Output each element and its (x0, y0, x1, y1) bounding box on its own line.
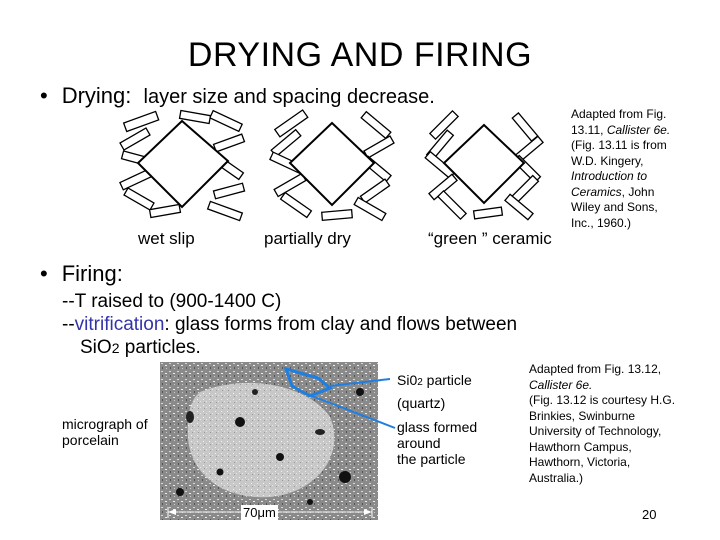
firing-dash: -- (62, 314, 75, 335)
slide-title: DRYING AND FIRING (187, 36, 533, 74)
citation-line: Adapted from Fig. (571, 107, 667, 121)
quartz-arrow (330, 379, 390, 386)
citation-book: Callister 6e. (529, 377, 593, 392)
citation-line: Wiley and Sons, (571, 200, 658, 214)
glass-label-line: glass formed (397, 419, 478, 435)
firing-line-3-text: particles. (119, 337, 201, 358)
citation-line: University of Technology, (529, 424, 662, 438)
glass-label-line: around (397, 435, 441, 451)
glass-arrow (312, 396, 395, 428)
quartz-outline (286, 369, 330, 396)
citation-line: Inc., 1960.) (571, 215, 632, 230)
sio2-o: O (96, 337, 112, 358)
sio2-si: Si (80, 337, 97, 358)
citation-line: Brinkies, Swinburne (529, 408, 636, 423)
caption-wet-slip: wet slip (138, 229, 195, 248)
caption-green-ceramic: “green ” ceramic (428, 229, 552, 248)
micrograph-label-line: porcelain (62, 432, 119, 448)
firing-label: Firing: (61, 261, 123, 286)
citation-line: (Fig. 13.11 is from (571, 138, 667, 152)
sio2-subscript: 2 (111, 340, 120, 356)
drying-text: layer size and spacing decrease. (143, 86, 435, 108)
citation-book: Ceramics (571, 184, 622, 199)
citation-line: (Fig. 13.12 is courtesy H.G. (529, 393, 676, 407)
citation-book: Introduction to (571, 169, 648, 183)
drying-label: Drying: (61, 83, 132, 108)
bullet-icon: • (40, 261, 48, 286)
citation-line: Australia.) (529, 470, 584, 485)
citation-text: , John (621, 184, 655, 199)
firing-source-citation (529, 362, 714, 486)
caption-partially-dry: partially dry (264, 229, 351, 248)
citation-line (529, 378, 714, 394)
micrograph-label-line: micrograph of (62, 416, 148, 432)
vitrification-term: vitrification (74, 314, 165, 335)
quartz-subscript: 2 (417, 377, 423, 388)
citation-line: Hawthorn Campus, (529, 439, 632, 454)
scale-bar-label: 70μm (243, 505, 276, 520)
firing-line-1: --T raised to (900-1400 C) (62, 291, 282, 312)
quartz-label-line: (quartz) (397, 395, 446, 411)
glass-label (397, 419, 477, 467)
citation-book: Callister 6e. (606, 122, 671, 137)
page-number: 20 (642, 507, 657, 522)
quartz-si: Si0 (397, 372, 418, 388)
citation-text: 13.11, (571, 122, 607, 137)
citation-line: Adapted from Fig. 13.12, (529, 362, 662, 376)
glass-label-line: the particle (397, 451, 466, 467)
quartz-label-line (397, 372, 472, 391)
micrograph-label (62, 416, 148, 448)
citation-line: Hawthorn, Victoria, (529, 455, 631, 469)
firing-line-2-text: : glass forms from clay and flows between (164, 314, 518, 335)
citation-line: W.D. Kingery, (571, 153, 644, 168)
quartz-particle-text: particle (422, 372, 472, 388)
quartz-label (397, 372, 472, 411)
bullet-icon: • (40, 83, 48, 108)
